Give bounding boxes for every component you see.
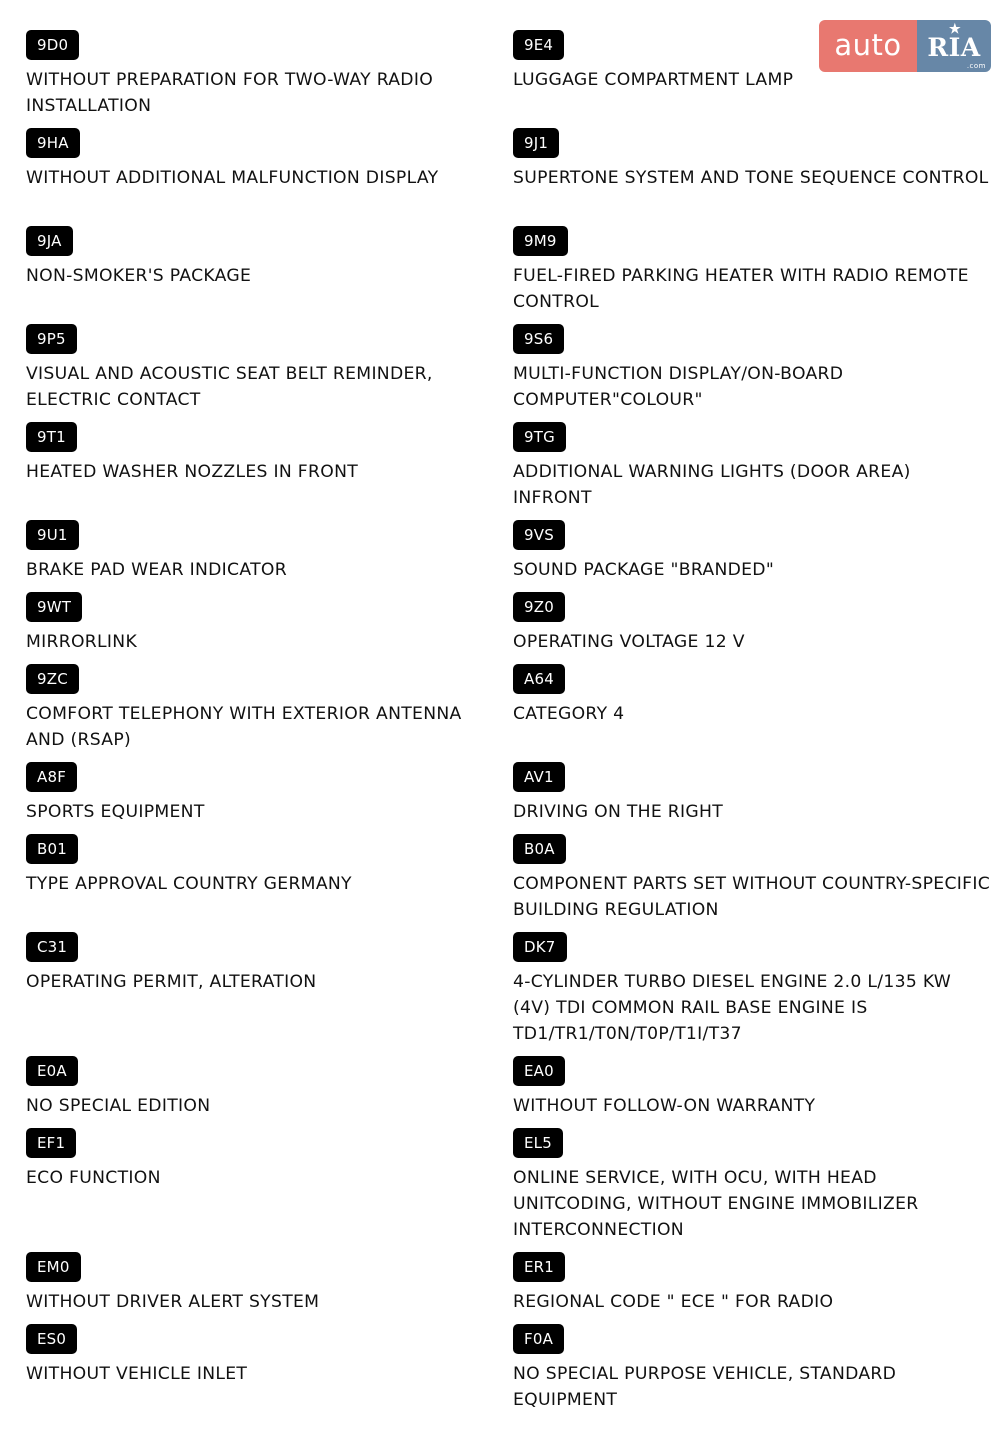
- list-item: [513, 226, 993, 315]
- item-description: ECO FUNCTION: [26, 1168, 161, 1188]
- list-item: [26, 1324, 496, 1387]
- list-item: [26, 520, 496, 583]
- item-description: SOUND PACKAGE "BRANDED": [513, 560, 775, 580]
- list-item: [513, 834, 993, 923]
- code-badge: 9J1: [513, 128, 559, 158]
- code-badge: A8F: [26, 762, 77, 792]
- list-item: [513, 520, 993, 583]
- list-item: [26, 664, 496, 753]
- code-badge: 9Z0: [513, 592, 565, 622]
- code-badge: ER1: [513, 1252, 565, 1282]
- star-icon: ★: [949, 22, 962, 37]
- code-badge: DK7: [513, 932, 567, 962]
- code-badge: C31: [26, 932, 78, 962]
- code-badge: E0A: [26, 1056, 78, 1086]
- item-description: VISUAL AND ACOUSTIC SEAT BELT REMINDER, ELECTRIC CONTACT: [26, 364, 433, 410]
- list-item: [26, 1056, 496, 1119]
- item-description: HEATED WASHER NOZZLES IN FRONT: [26, 462, 359, 482]
- list-item: [26, 30, 496, 119]
- item-description: REGIONAL CODE " ECE " FOR RADIO: [513, 1292, 834, 1312]
- list-item: [26, 226, 496, 289]
- code-badge: 9P5: [26, 324, 77, 354]
- list-item: [513, 1056, 993, 1119]
- item-description: WITHOUT VEHICLE INLET: [26, 1364, 248, 1384]
- item-description: COMFORT TELEPHONY WITH EXTERIOR ANTENNA AND (RSAP): [26, 704, 462, 750]
- autoria-watermark-logo: [819, 20, 991, 72]
- item-description: SUPERTONE SYSTEM AND TONE SEQUENCE CONTROL: [513, 168, 989, 188]
- code-badge: 9HA: [26, 128, 80, 158]
- code-badge: 9T1: [26, 422, 77, 452]
- item-description: NO SPECIAL PURPOSE VEHICLE, STANDARD EQUIPMENT: [513, 1364, 897, 1410]
- list-item: [26, 1252, 496, 1315]
- list-item: [513, 1128, 993, 1243]
- item-description: TYPE APPROVAL COUNTRY GERMANY: [26, 874, 352, 894]
- code-badge: B0A: [513, 834, 566, 864]
- list-item: [26, 932, 496, 995]
- code-badge: 9ZC: [26, 664, 79, 694]
- item-description: 4-CYLINDER TURBO DIESEL ENGINE 2.0 L/135 KW (4V) TDI COMMON RAIL BASE ENGINE IS TD1/TR1/T0N/T0P/T1I/T37: [513, 972, 952, 1044]
- list-item: [513, 1252, 993, 1315]
- code-badge: B01: [26, 834, 78, 864]
- item-description: NO SPECIAL EDITION: [26, 1096, 211, 1116]
- item-description: OPERATING VOLTAGE 12 V: [513, 632, 745, 652]
- list-item: [513, 932, 993, 1047]
- code-badge: EL5: [513, 1128, 563, 1158]
- list-item: [26, 422, 496, 485]
- code-badge: A64: [513, 664, 565, 694]
- code-badge: 9WT: [26, 592, 82, 622]
- code-badge: AV1: [513, 762, 565, 792]
- code-badge: EM0: [26, 1252, 81, 1282]
- list-item: [26, 128, 496, 191]
- item-description: WITHOUT PREPARATION FOR TWO-WAY RADIO INSTALLATION: [26, 70, 434, 116]
- item-description: SPORTS EQUIPMENT: [26, 802, 205, 822]
- item-description: CATEGORY 4: [513, 704, 625, 724]
- list-item: [513, 592, 993, 655]
- list-item: [513, 1324, 993, 1413]
- code-badge: 9S6: [513, 324, 564, 354]
- list-item: [513, 664, 993, 727]
- item-description: ONLINE SERVICE, WITH OCU, WITH HEAD UNITCODING, WITHOUT ENGINE IMMOBILIZER INTERCONNECTION: [513, 1168, 919, 1240]
- code-badge: F0A: [513, 1324, 564, 1354]
- item-description: LUGGAGE COMPARTMENT LAMP: [513, 70, 794, 90]
- list-item: [513, 128, 993, 191]
- logo-com-text: .com: [966, 62, 986, 70]
- item-description: BRAKE PAD WEAR INDICATOR: [26, 560, 287, 580]
- code-badge: 9E4: [513, 30, 564, 60]
- list-item: [26, 834, 496, 897]
- code-badge: 9M9: [513, 226, 568, 256]
- item-description: FUEL-FIRED PARKING HEATER WITH RADIO REMOTE CONTROL: [513, 266, 969, 312]
- logo-auto-text: auto: [819, 20, 917, 72]
- logo-ria-text: RIA: [927, 33, 981, 62]
- item-description: COMPONENT PARTS SET WITHOUT COUNTRY-SPECIFIC BUILDING REGULATION: [513, 874, 990, 920]
- item-description: WITHOUT ADDITIONAL MALFUNCTION DISPLAY: [26, 168, 439, 188]
- item-description: NON-SMOKER'S PACKAGE: [26, 266, 252, 286]
- code-badge: 9JA: [26, 226, 73, 256]
- list-item: [26, 592, 496, 655]
- item-description: DRIVING ON THE RIGHT: [513, 802, 724, 822]
- list-item: [513, 324, 993, 413]
- list-item: [26, 1128, 496, 1191]
- code-badge: EF1: [26, 1128, 76, 1158]
- code-badge: 9U1: [26, 520, 79, 550]
- code-badge: ES0: [26, 1324, 77, 1354]
- item-description: ADDITIONAL WARNING LIGHTS (DOOR AREA) INFRONT: [513, 462, 911, 508]
- list-item: [513, 762, 993, 825]
- item-description: WITHOUT FOLLOW-ON WARRANTY: [513, 1096, 816, 1116]
- item-description: MIRRORLINK: [26, 632, 138, 652]
- item-description: MULTI-FUNCTION DISPLAY/ON-BOARD COMPUTER"COLOUR": [513, 364, 844, 410]
- code-badge: 9D0: [26, 30, 79, 60]
- list-item: [26, 762, 496, 825]
- list-item: [26, 324, 496, 413]
- logo-ria-block: [917, 20, 991, 72]
- item-description: OPERATING PERMIT, ALTERATION: [26, 972, 317, 992]
- list-item: [513, 422, 993, 511]
- item-description: WITHOUT DRIVER ALERT SYSTEM: [26, 1292, 320, 1312]
- code-badge: 9TG: [513, 422, 566, 452]
- code-badge: 9VS: [513, 520, 565, 550]
- code-badge: EA0: [513, 1056, 565, 1086]
